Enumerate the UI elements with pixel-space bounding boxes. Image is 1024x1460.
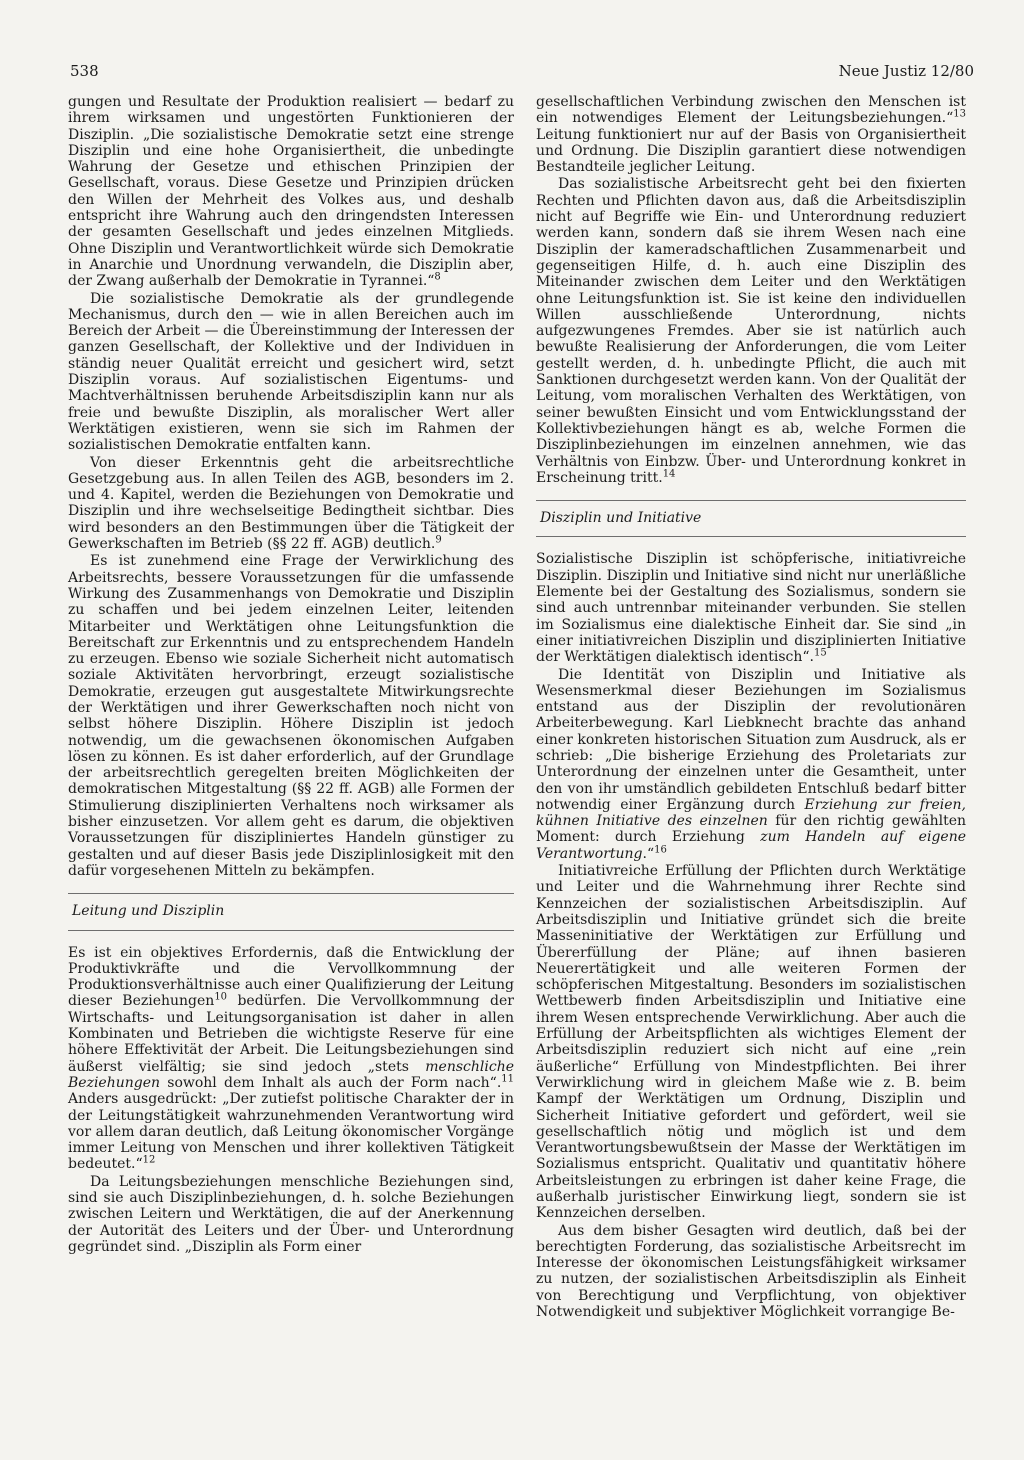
paragraph: Es ist zunehmend eine Frage der Verwirklichung des Arbeitsrechts, bessere Voraussetzungen für die umfassende Wirkung des Zusammenhangs von Demokratie und Disziplin zu schaffen und bei jedem einzelnen Leiter, leitenden Mitarbeiter und Werktätigen ohne Leitungsfunktion die Bereitschaft zur Erkenntnis und zu entsprechendem Handeln zu erzeugen. Ebenso wie soziale Sicherheit nicht automatisch soziale Aktivitäten hervorbringt, erzeugt sozialistische Demokratie, erzeugen gut ausgestaltete Mitwirkungsrechte der Werktätigen und ihrer Gewerkschaften noch nicht von selbst höhere Disziplin. Höhere Disziplin ist jedoch notwendig, um die gewachsenen ökonomischen Aufgaben lösen zu können. Es ist daher erforderlich, auf der Grundlage der arbeitsrechtlich geregelten breiten Möglichkeiten der demokratischen Mitgestaltung (§§ 22 ff. AGB) alle Formen der Stimulierung disziplinierten Verhaltens noch wirksamer als bisher einzusetzen. Vor allem geht es darum, die objektiven Voraussetzungen für diszipliniertes Handeln günstiger zu gestalten und auf dieser Basis jede Disziplinlosigkeit mit den dafür vorgesehenen Mitteln zu bekämpfen. bbox=[68, 553, 514, 879]
paragraph: gesellschaftlichen Verbindung zwischen den Menschen ist ein notwendiges Element der Leitungsbeziehungen.“$^{13}$ Leitung funktioniert nur auf der Basis von Organisiertheit und Ordnung. Die Disziplin garantiert diese notwendigen Bestandteile jeglicher Leitung. bbox=[536, 94, 966, 176]
paragraph: Da Leitungsbeziehungen menschliche Beziehungen sind, sind sie auch Disziplinbeziehungen, d. h. solche Beziehungen zwischen Leitern und Werktätigen, die auf der Anerkennung der Autorität des Leiters und der Über- und Unterordnung gegründet sind. „Disziplin als Form einer bbox=[68, 1173, 514, 1255]
paragraph: Die Identität von Disziplin und Initiative als Wesensmerkmal dieser Beziehungen im Sozialismus entstand aus der Disziplin der revolutionären Arbeiterbewegung. Karl Liebknecht brachte das anhand einer konkreten historischen Situation zum Ausdruck, als er schrieb: „Die bisherige Erziehung des Proletariats zur Unterordnung der einzelnen unter die Gesamtheit, unter den von ihr umständlich gebildeten Entschluß bedarf bitter notwendig einer Ergänzung durch Erziehung zur freien, kühnen Initiative des einzelnen für den richtig gewählten Moment: durch Erziehung zum Handeln auf eigene Verantwortung.“$^{16}$ bbox=[536, 666, 967, 862]
paragraph: Sozialistische Disziplin ist schöpferische, initiativreiche Disziplin. Disziplin und Initiative sind nicht nur unerläßliche Elemente bei der Gestaltung des Sozialismus, sondern sie sind auch untrennbar miteinander verbunden. Sie stellen im Sozialismus eine dialektische Einheit dar. Sie sind „in einer initiativreichen Disziplin und disziplinierten Initiative der Werktätigen dialektisch identisch“.$^{15}$ bbox=[536, 551, 966, 666]
paragraph: Aus dem bisher Gesagten wird deutlich, daß bei der berechtigten Forderung, das sozialistische Arbeitsrecht im Interesse der ökonomischen Leistungsfähigkeit wirksamer zu nutzen, der sozialistischen Arbeitsdisziplin als Einheit von Berechtigung und Verpflichtung, von objektiver Notwendigkeit und subjektiver Möglichkeit vorrangige Be- bbox=[536, 1222, 966, 1321]
paragraph: gungen und Resultate der Produktion realisiert — bedarf zu ihrem wirksamen und ungestörten Funktionieren der Disziplin. „Die sozialistische Demokratie setzt eine strenge Disziplin und eine hohe Organisiertheit, die unbedingte Wahrung der Gesetze und ethischen Prinzipien der Gesellschaft, voraus. Diese Gesetze und Prinzipien drücken den Willen der Mehrheit des Volkes aus, und deshalb entspricht ihre Wahrung auch den dringendsten Interessen der gesamten Gesellschaft und jedes einzelnen Mitglieds. Ohne Disziplin und Verantwortlichkeit würde sich Demokratie in Anarchie und Unordnung verwandeln, die Disziplin aber, der Zwang außerhalb der Demokratie in Tyrannei.“$^8$ bbox=[68, 94, 514, 290]
footnote-marker: 12 bbox=[142, 1154, 156, 1166]
section-heading: Disziplin und Initiative bbox=[536, 500, 966, 537]
footnote-marker: 10 bbox=[214, 991, 228, 1003]
footnote-marker: 15 bbox=[814, 647, 827, 659]
paragraph: Von dieser Erkenntnis geht die arbeitsrechtliche Gesetzgebung aus. In allen Teilen des AGB, besonders im 2. und 4. Kapitel, werden die Beziehungen von Demokratie und Disziplin und ihre wechselseitige Bedingtheit sichtbar. Dies wird besonders an den Bestimmungen über die Tätigkeit der Gewerkschaften im Betrieb (§§ 22 ff. AGB) deutlich.$^9$ bbox=[68, 454, 514, 553]
footnote-marker: 8 bbox=[434, 271, 441, 283]
right-column bbox=[536, 94, 966, 1321]
footnote-marker: 14 bbox=[662, 468, 676, 480]
paragraph: Es ist ein objektives Erfordernis, daß die Entwicklung der Produktivkräfte und die Vervollkommnung der Produktionsverhältnisse auch einer Qualifizierung der Leitung dieser Beziehungen$^{10}$ bedürfen. Die Vervollkommnung der Wirtschafts- und Leitungsorganisation ist daher in allen Kombinaten und Betrieben die wichtigste Reserve für eine höhere Effektivität der Arbeit. Die Leitungsbeziehungen sind äußerst vielfältig; sie sind jedoch „stets menschliche Beziehungen sowohl dem Inhalt als auch der Form nach“.$^{11}$ Anders ausgedrückt: „Der zutiefst politische Charakter der in der Leitungstätigkeit wahrzunehmenden Verantwortung wird vor allem daran deutlich, daß Leitung ökonomischer Vorgänge immer Leitung von Menschen und ihrer kollektiven Tätigkeit bedeutet.“$^{12}$ bbox=[68, 944, 514, 1173]
paragraph: Das sozialistische Arbeitsrecht geht bei den fixierten Rechten und Pflichten davon aus, daß die Arbeitsdisziplin nicht auf Begriffe wie Ein- und Unterordnung reduziert werden kann, sondern daß sie ihrem Wesen nach eine Disziplin der kameradschaftlichen Zusammenarbeit und gegenseitigen Hilfe, d. h. auch eine Disziplin des Miteinander zwischen dem Leiter und den Werktätigen ohne Leitungsfunktion ist. Sie ist keine den individuellen Willen ausschließende Unterordnung, nichts aufgezwungenes Fremdes. Aber sie ist natürlich auch bewußte Realisierung der Anforderungen, die vom Leiter gestellt werden, d. h. unbedingte Pflicht, die auch mit Sanktionen durchgesetzt werden kann. Von der Qualität der Leitung, vom moralischen Verhalten des Werktätigen, von seiner bewußten Einsicht und vom Entwicklungsstand der Kollektivbeziehungen hängt es ab, welche Formen die Disziplinbeziehungen im einzelnen annehmen, wie das Verhältnis von Einbzw. Über- und Unterordnung konkret in Erscheinung tritt.$^{14}$ bbox=[536, 176, 966, 486]
footnote-marker: 13 bbox=[953, 108, 966, 120]
left-column bbox=[68, 94, 514, 1256]
footnote-marker: 16 bbox=[654, 844, 667, 856]
page-number: 538 bbox=[70, 62, 99, 80]
footnote-marker: 11 bbox=[501, 1073, 514, 1085]
page-header bbox=[70, 62, 974, 84]
paragraph: Die sozialistische Demokratie als der grundlegende Mechanismus, durch den — wie in allen Bereichen auch im Bereich der Arbeit — die Übereinstimmung der Interessen der ganzen Gesellschaft, der Kollektive und der Individuen in ständig neuer Qualität erreicht und gesichert wird, setzt Disziplin voraus. Auf sozialistischen Eigentums- und Machtverhältnissen beruhende Arbeitsdisziplin kann nur als freie und bewußte Disziplin, als moralischer Wert aller Werktätigen existieren, wenn sie sich im Rahmen der sozialistischen Demokratie entfalten kann. bbox=[68, 290, 514, 454]
journal-issue: Neue Justiz 12/80 bbox=[838, 62, 974, 80]
paragraph: Initiativreiche Erfüllung der Pflichten durch Werktätige und Leiter und die Wahrnehmung ihrer Rechte sind Kennzeichen der sozialistischen Arbeitsdisziplin. Auf Arbeitsdisziplin und Initiative gründet sich die breite Masseninitiative der Werktätigen zur Erfüllung und Übererfüllung der Pläne; auf ihnen basieren Neuerertätigkeit und alle weiteren Formen der schöpferischen Mitgestaltung. Besonders im sozialistischen Wettbewerb finden Arbeitsdisziplin und Initiative eine ihrem Wesen entsprechende Verwirklichung. Aber auch die Erfüllung der Arbeitspflichten als wichtiges Element der Arbeitsdisziplin reduziert sich nicht auf eine „rein äußerliche“ Erfüllung von Mindestpflichten. Bei ihrer Verwirklichung wird in gleichem Maße wie z. B. beim Kampf der Werktätigen um Ordnung, Disziplin und Sicherheit Initiative gefordert und gefördert, weil sie gesellschaftlich nötig und möglich ist und dem Verantwortungsbewußtsein der Masse der Werktätigen im Sozialismus entspricht. Qualitativ und quantitativ höhere Arbeitsleistungen zu erbringen ist daher keine Frage, die außerhalb juristischer Einwirkung liegt, sondern sie ist Kennzeichen derselben. bbox=[536, 863, 966, 1222]
footnote-marker: 9 bbox=[435, 534, 442, 546]
section-heading: Leitung und Disziplin bbox=[68, 893, 514, 930]
